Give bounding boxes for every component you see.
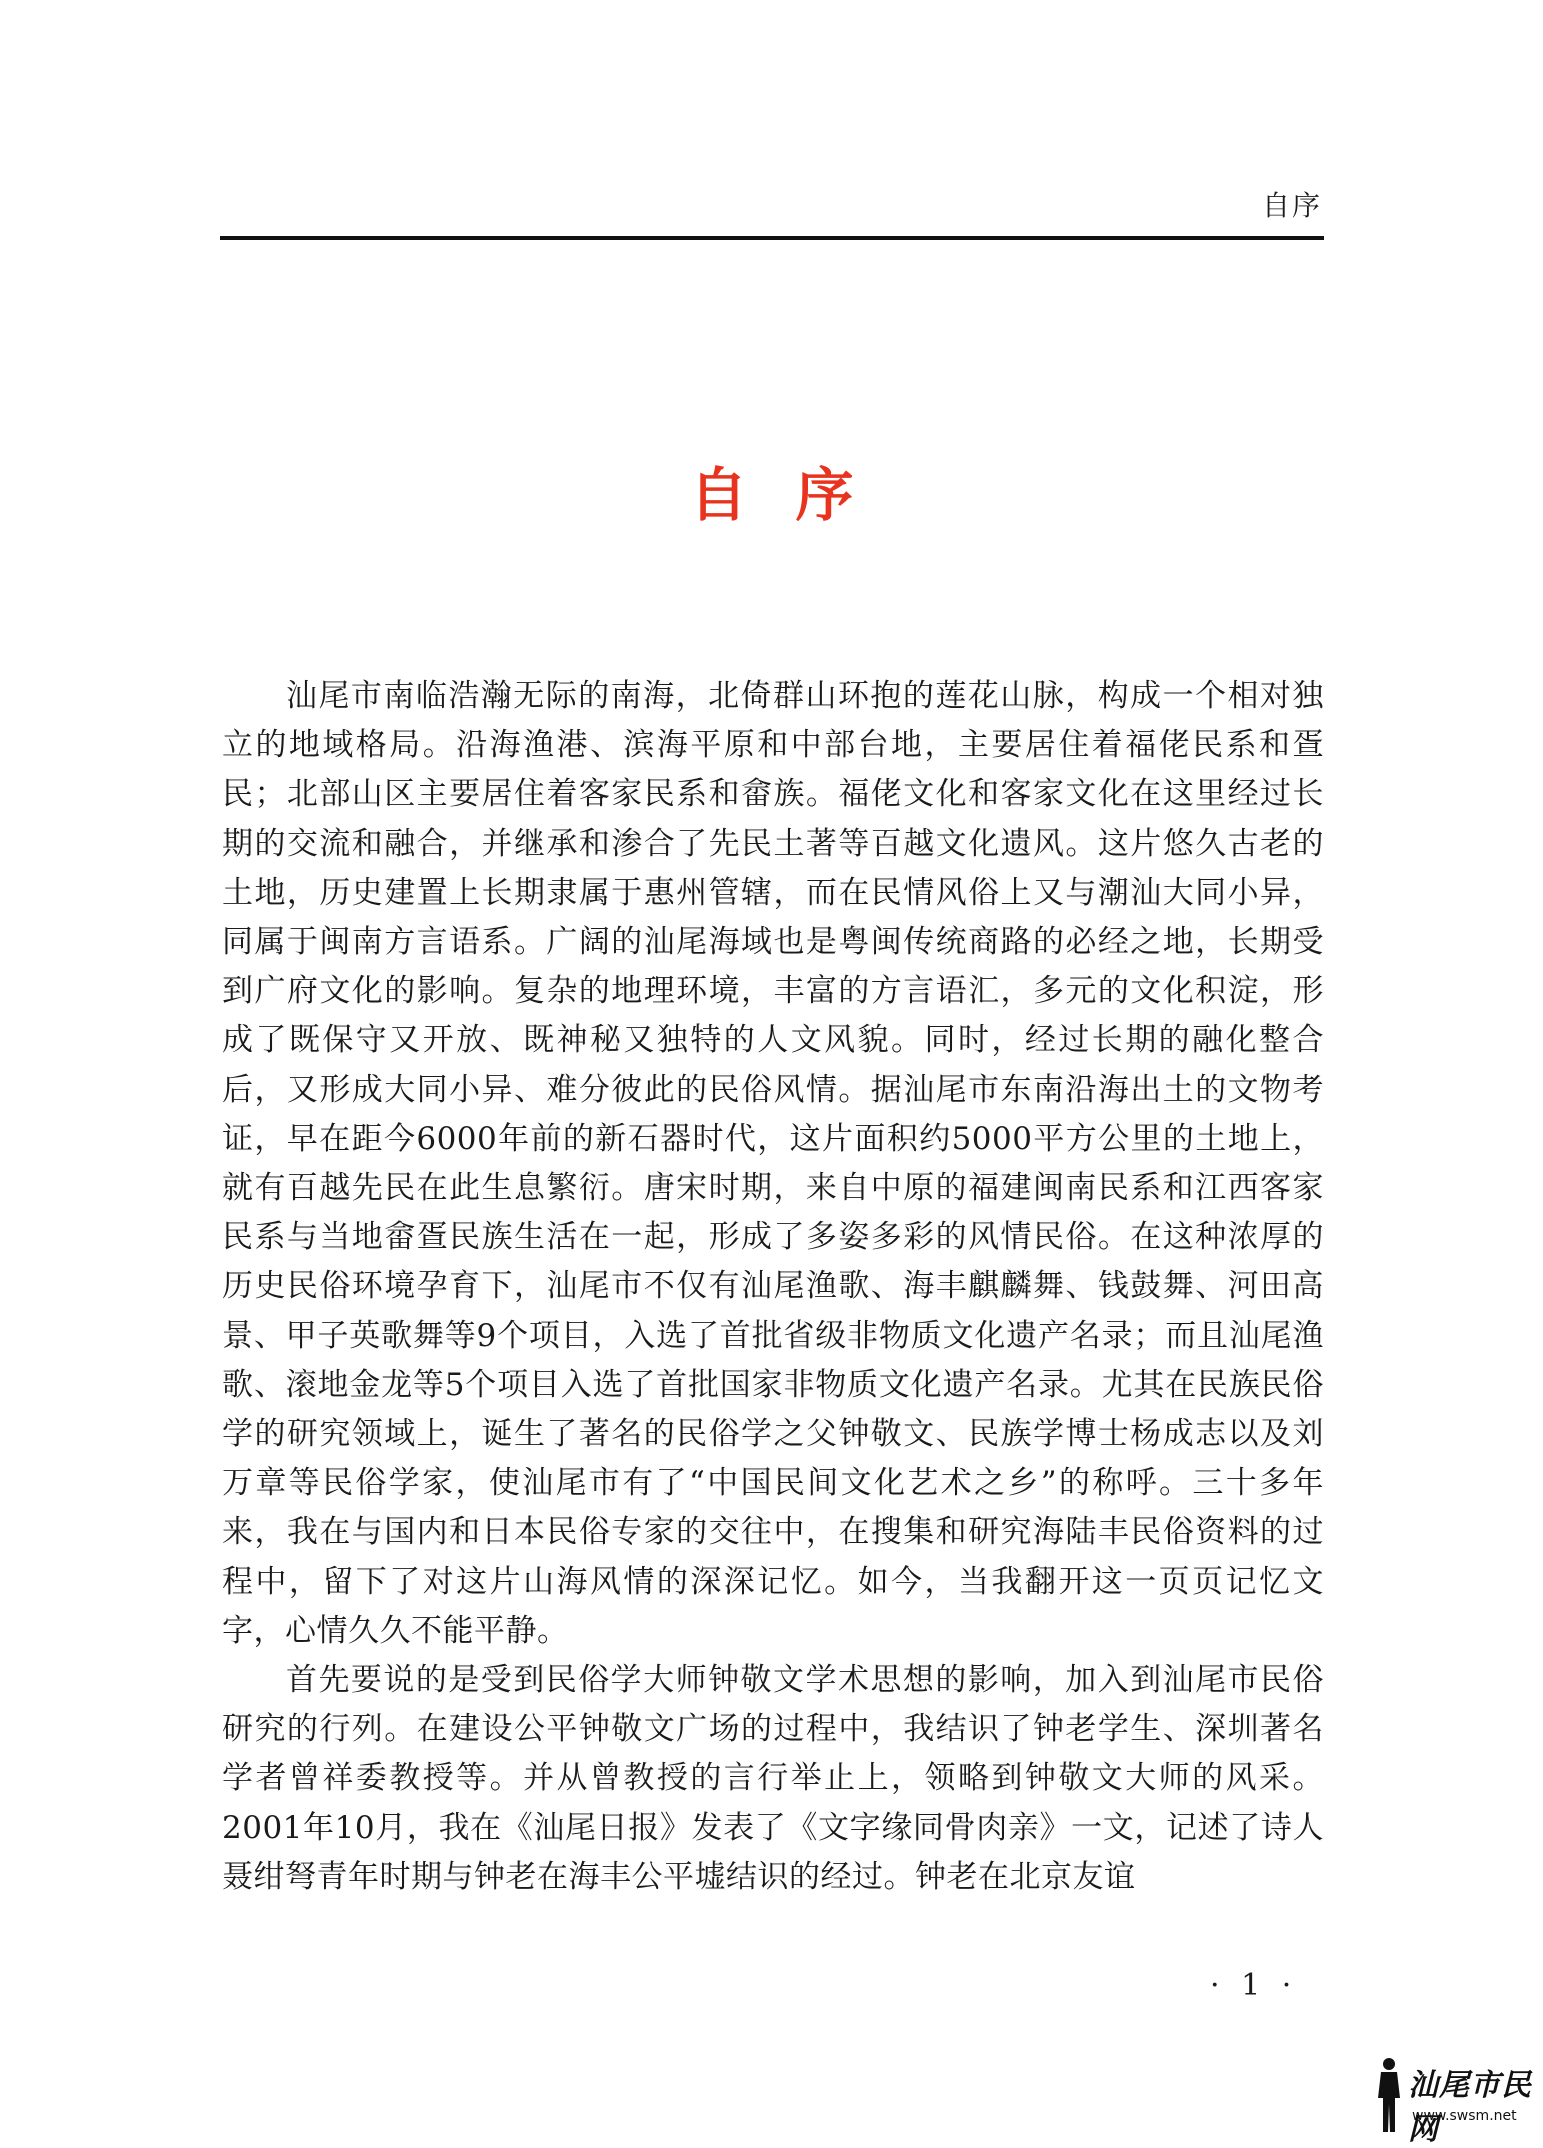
running-header-label: 自序: [1261, 189, 1322, 222]
watermark-name: 汕尾市民网: [1408, 2068, 1532, 2147]
paragraph: 首先要说的是受到民俗学大师钟敬文学术思想的影响，加入到汕尾市民俗研究的行列。在建设公平钟敬文广场的过程中，我结识了钟老学生、深圳著名学者曾祥委教授等。并从曾教授的言行举止上，领略到钟敬文大师的风采。2001年10月，我在《汕尾日报》发表了《文字缘同骨肉亲》一文，记述了诗人聂绀弩青年时期与钟老在海丰公平墟结识的经过。钟老在北京友谊: [222, 1662, 1324, 1895]
page-title: 自序: [689, 461, 902, 529]
running-header: [220, 180, 1324, 240]
watermark-url: www.swsm.net: [1412, 2108, 1517, 2124]
page-number: · 1 ·: [1210, 1968, 1298, 2003]
paragraph: 汕尾市南临浩瀚无际的南海，北倚群山环抱的莲花山脉，构成一个相对独立的地域格局。沿海渔港、滨海平原和中部台地，主要居住着福佬民系和疍民；北部山区主要居住着客家民系和畲族。福佬文化和客家文化在这里经过长期的交流和融合，并继承和渗合了先民土著等百越文化遗风。这片悠久古老的土地，历史建置上长期隶属于惠州管辖，而在民情风俗上又与潮汕大同小异，同属于闽南方言语系。广阔的汕尾海域也是粤闽传统商路的必经之地，长期受到广府文化的影响。复杂的地理环境，丰富的方言语汇，多元的文化积淀，形成了既保守又开放、既神秘又独特的人文风貌。同时，经过长期的融化整合后，又形成大同小异、难分彼此的民俗风情。据汕尾市东南沿海出土的文物考证，早在距今6000年前的新石器时代，这片面积约5000平方公里的土地上，就有百越先民在此生息繁衍。唐宋时期，来自中原的福建闽南民系和江西客家民系与当地畲疍民族生活在一起，形成了多姿多彩的风情民俗。在这种浓厚的历史民俗环境孕育下，汕尾市不仅有汕尾渔歌、海丰麒麟舞、钱鼓舞、河田高景、甲子英歌舞等9个项目，入选了首批省级非物质文化遗产名录；而且汕尾渔歌、滚地金龙等5个项目入选了首批国家非物质文化遗产名录。尤其在民族民俗学的研究领域上，诞生了著名的民俗学之父钟敬文、民族学博士杨成志以及刘万章等民俗学家，使汕尾市有了“中国民间文化艺术之乡”的称呼。三十多年来，我在与国内和日本民俗专家的交往中，在搜集和研究海陆丰民俗资料的过程中，留下了对这片山海风情的深深记忆。如今，当我翻开这一页页记忆文字，心情久久不能平静。: [222, 678, 1324, 1649]
person-silhouette-icon: [1374, 2056, 1404, 2134]
watermark-logo: [1372, 2052, 1540, 2147]
body-text: [222, 672, 1324, 1902]
